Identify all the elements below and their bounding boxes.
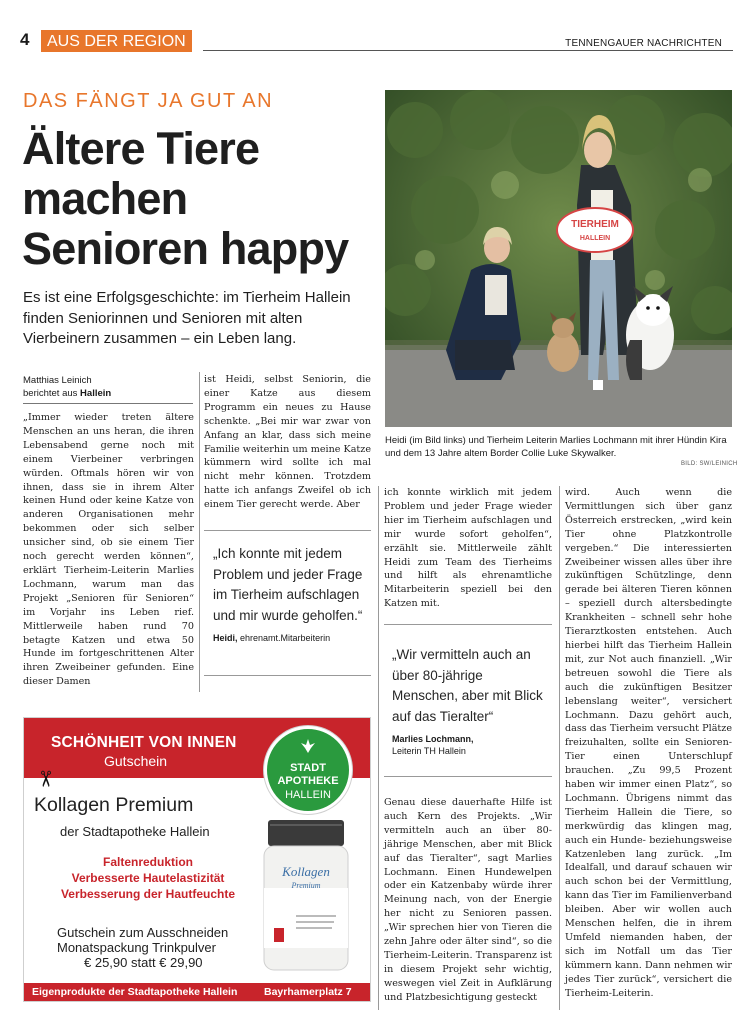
byline-prefix: berichtet aus bbox=[23, 388, 78, 399]
column-divider bbox=[199, 372, 200, 692]
pull-quote-role: Leiterin TH Hallein bbox=[392, 746, 466, 756]
quote-rule bbox=[384, 624, 552, 625]
ad-product-name: Kollagen Premium bbox=[34, 794, 194, 816]
sign-text-1: TIERHEIM bbox=[571, 219, 619, 230]
body-column-4: wird. Auch wenn die Vermittlungen sich über ganz Österreich erstrecken, „wird kein Tier ohne Platzkontrolle vergeben.“ Die interessierten Zweibeiner wissen alles über ihre zukünftigen Schützlinge, denn gerade bei älteren Tieren können – speziell durch altersbedingte Krankheiten – schnell sehr hohe Tierarztkosten entstehen. Auch hierbei hilft das Tierheim Hallein mit, zur Not auch finanziell. „Wir betreuen sowohl die Tiere als auch die zukünftigen Besitzer lebenslang weiter“, versichert Lochmann. Dazu gehört auch, dass das Tierheim versucht Plätze freizuhalten, sollte ein Senioren-Tier einen Unterschlupf brauchen. „Zu 99,5 Prozent haben wir immer einen Platz“, so Lochmann. Übrigens nimmt das Tierheim Hallein die Tiere, so merkwürdig das klingen mag, auch ein Hunde- beziehungsweise Katzenleben lang zurück. „Im Idealfall, und darauf schauen wir auch schon bei der Vermittlung, kann das Tier im Familienverband bleiben. Aber wir wollen auch Menschen helfen, die in ihrem Umfeld niemanden haben, der sich im Notfall um das Tier kümmern kann. Dann nehmen wir jedes Tier zurück“, versichert die Tierheim-Leiterin. bbox=[565, 487, 732, 999]
ad-footer-right: Bayrhamerplatz 7 bbox=[264, 986, 352, 998]
newspaper-name: TENNENGAUER NACHRICHTEN bbox=[561, 38, 722, 49]
pull-quote-attribution bbox=[213, 632, 373, 644]
pull-quote-attribution bbox=[392, 733, 552, 757]
ad-coupon-text: Gutschein zum Ausschneiden bbox=[57, 925, 229, 940]
section-label: AUS DER REGION bbox=[41, 30, 192, 52]
header-rule bbox=[203, 50, 733, 51]
byline bbox=[23, 374, 193, 400]
product-jar-image bbox=[256, 818, 356, 973]
photo-credit: BILD: SW/LEINICH bbox=[681, 461, 738, 467]
pull-quote-author: Heidi, bbox=[213, 633, 238, 643]
scissors-icon: ✂ bbox=[32, 769, 58, 789]
pull-quote bbox=[392, 645, 552, 757]
pull-quote-text: „Wir vermitteln auch an über 80-jährige Menschen, aber mit Blick auf das Tieralter“ bbox=[392, 647, 543, 724]
logo-text-line-3: HALLEIN bbox=[285, 789, 331, 801]
column-divider bbox=[559, 486, 560, 1010]
article-photo bbox=[385, 90, 732, 427]
body-column-3: ich konnte wirklich mit jedem Problem und jeder Frage wieder hier im Tierheim aufschlagen und mir wurde sofort geholfen“, erzählt sie. Mittlerweile zählt Heidi zum Team des Tierheims und hilft als ehrenamtliche Mitarbeiterin speziell bei den Katzen mit. bbox=[384, 487, 552, 610]
byline-rule bbox=[23, 403, 193, 404]
pull-quote-text: „Ich konnte mit jedem Problem und jeder Frage im Tierheim aufschlagen und mir wurde geholfen.“ bbox=[213, 546, 363, 623]
byline-author: Matthias Leinich bbox=[23, 375, 92, 386]
ad-benefit: Faltenreduktion bbox=[102, 855, 193, 869]
byline-location bbox=[23, 387, 193, 400]
photo-illustration bbox=[385, 90, 732, 427]
headline: Ältere Tiere machen Senioren happy bbox=[22, 123, 349, 274]
ad-headline: SCHÖNHEIT VON INNEN bbox=[51, 734, 237, 751]
body-column-2: ist Heidi, selbst Seniorin, die einer Katze aus diesem Programm ein neues zu Hause schenkte. „Bei mir war zwar von Anfang an klar, dass sich meine Familie weiterhin um meine Katze kümmern wird sollte ich mal nicht mehr können. Trotzdem hatte ich anfangs Zweifel ob ich einem Tier gerecht werde. Aber bbox=[204, 374, 371, 511]
ad-product-subtitle: der Stadtapotheke Hallein bbox=[60, 824, 210, 839]
pharmacy-emblem-icon bbox=[300, 738, 316, 754]
advertisement bbox=[23, 717, 371, 1002]
ad-price: € 25,90 statt € 29,90 bbox=[84, 955, 203, 970]
quote-rule bbox=[204, 530, 371, 531]
jar-sublabel: Premium bbox=[291, 881, 321, 890]
pull-quote-author: Marlies Lochmann, bbox=[392, 734, 474, 744]
ad-benefit: Verbesserung der Hautfeuchte bbox=[60, 887, 236, 901]
ad-footer bbox=[24, 983, 370, 1001]
body-column-1: „Immer wieder treten ältere Menschen an uns heran, die ihren Lebensabend gerne noch mit einem Vierbeiner verbringen würden. Oftmals hören wir von ihnen, dass sie in ihrem Alter keinen Hund oder keine Katze von anderen Organisationen mehr bekommen oder sich selber unsicher sind, ob sie einem Tier noch gerecht werden können“, erklärt Tierheim-Leiterin Marlies Lochmann, warum man das Projekt „Senioren für Senioren“ im Vorjahr ins Leben rief. Mittlerweile haben rund 70 betagte Katzen und etwa 50 Hunde im fortgeschrittenen Alter ihren Zweibeiner gefunden. Eine dieser Damen bbox=[23, 412, 194, 688]
photo-caption: Heidi (im Bild links) und Tierheim Leiterin Marlies Lochmann mit ihrer Hündin Kira und dem 13 Jahre altem Border Collie Luke Skywalker. bbox=[385, 435, 727, 459]
ad-package-text: Monatspackung Trinkpulver bbox=[57, 940, 216, 955]
pull-quote bbox=[213, 544, 373, 644]
body-column-3-continued: Genau diese dauerhafte Hilfe ist auch Kern des Projekts. „Wir vermitteln auch an über 80-jährige Menschen, aber mit Blick auf das Tieralter“, sagt Marlies Lochmann. Einen Hundewelpen oder ein Katzenbaby würde ihrer Meinung nach, von der Energie her nicht zu Senioren passen. „Wir sprechen hier von Tieren die zehn Jahre oder älter sind“, so die Tierheim-Leiterin. Transparenz ist in diesem Projekt sehr wichtig, weswegen viel Zeit in Aufklärung und Platzbesichtigung gesteckt bbox=[384, 797, 552, 1003]
sign-text-2: HALLEIN bbox=[579, 235, 611, 242]
quote-rule bbox=[384, 776, 552, 777]
ad-benefit: Verbesserte Hautelastizität bbox=[71, 871, 225, 885]
logo-text-line-1: STADT bbox=[290, 762, 326, 774]
quote-rule bbox=[204, 675, 371, 676]
lede: Es ist eine Erfolgsgeschichte: im Tierheim Hallein finden Seniorinnen und Senioren mit alten Vierbeinern zusammen – ein Leben lang. bbox=[23, 289, 351, 347]
logo-text-line-2: APOTHEKE bbox=[277, 775, 339, 787]
byline-place: Hallein bbox=[80, 388, 112, 399]
pharmacy-logo bbox=[264, 726, 352, 814]
pull-quote-role: ehrenamt.Mitarbeiterin bbox=[240, 633, 331, 643]
page-number: 4 bbox=[20, 30, 30, 49]
kicker: DAS FÄNGT JA GUT AN bbox=[23, 90, 274, 112]
ad-footer-left: Eigenprodukte der Stadtapotheke Hallein bbox=[32, 986, 238, 998]
ad-voucher-label: Gutschein bbox=[104, 753, 168, 769]
column-divider bbox=[378, 486, 379, 1010]
jar-label: Kollagen bbox=[282, 864, 330, 879]
